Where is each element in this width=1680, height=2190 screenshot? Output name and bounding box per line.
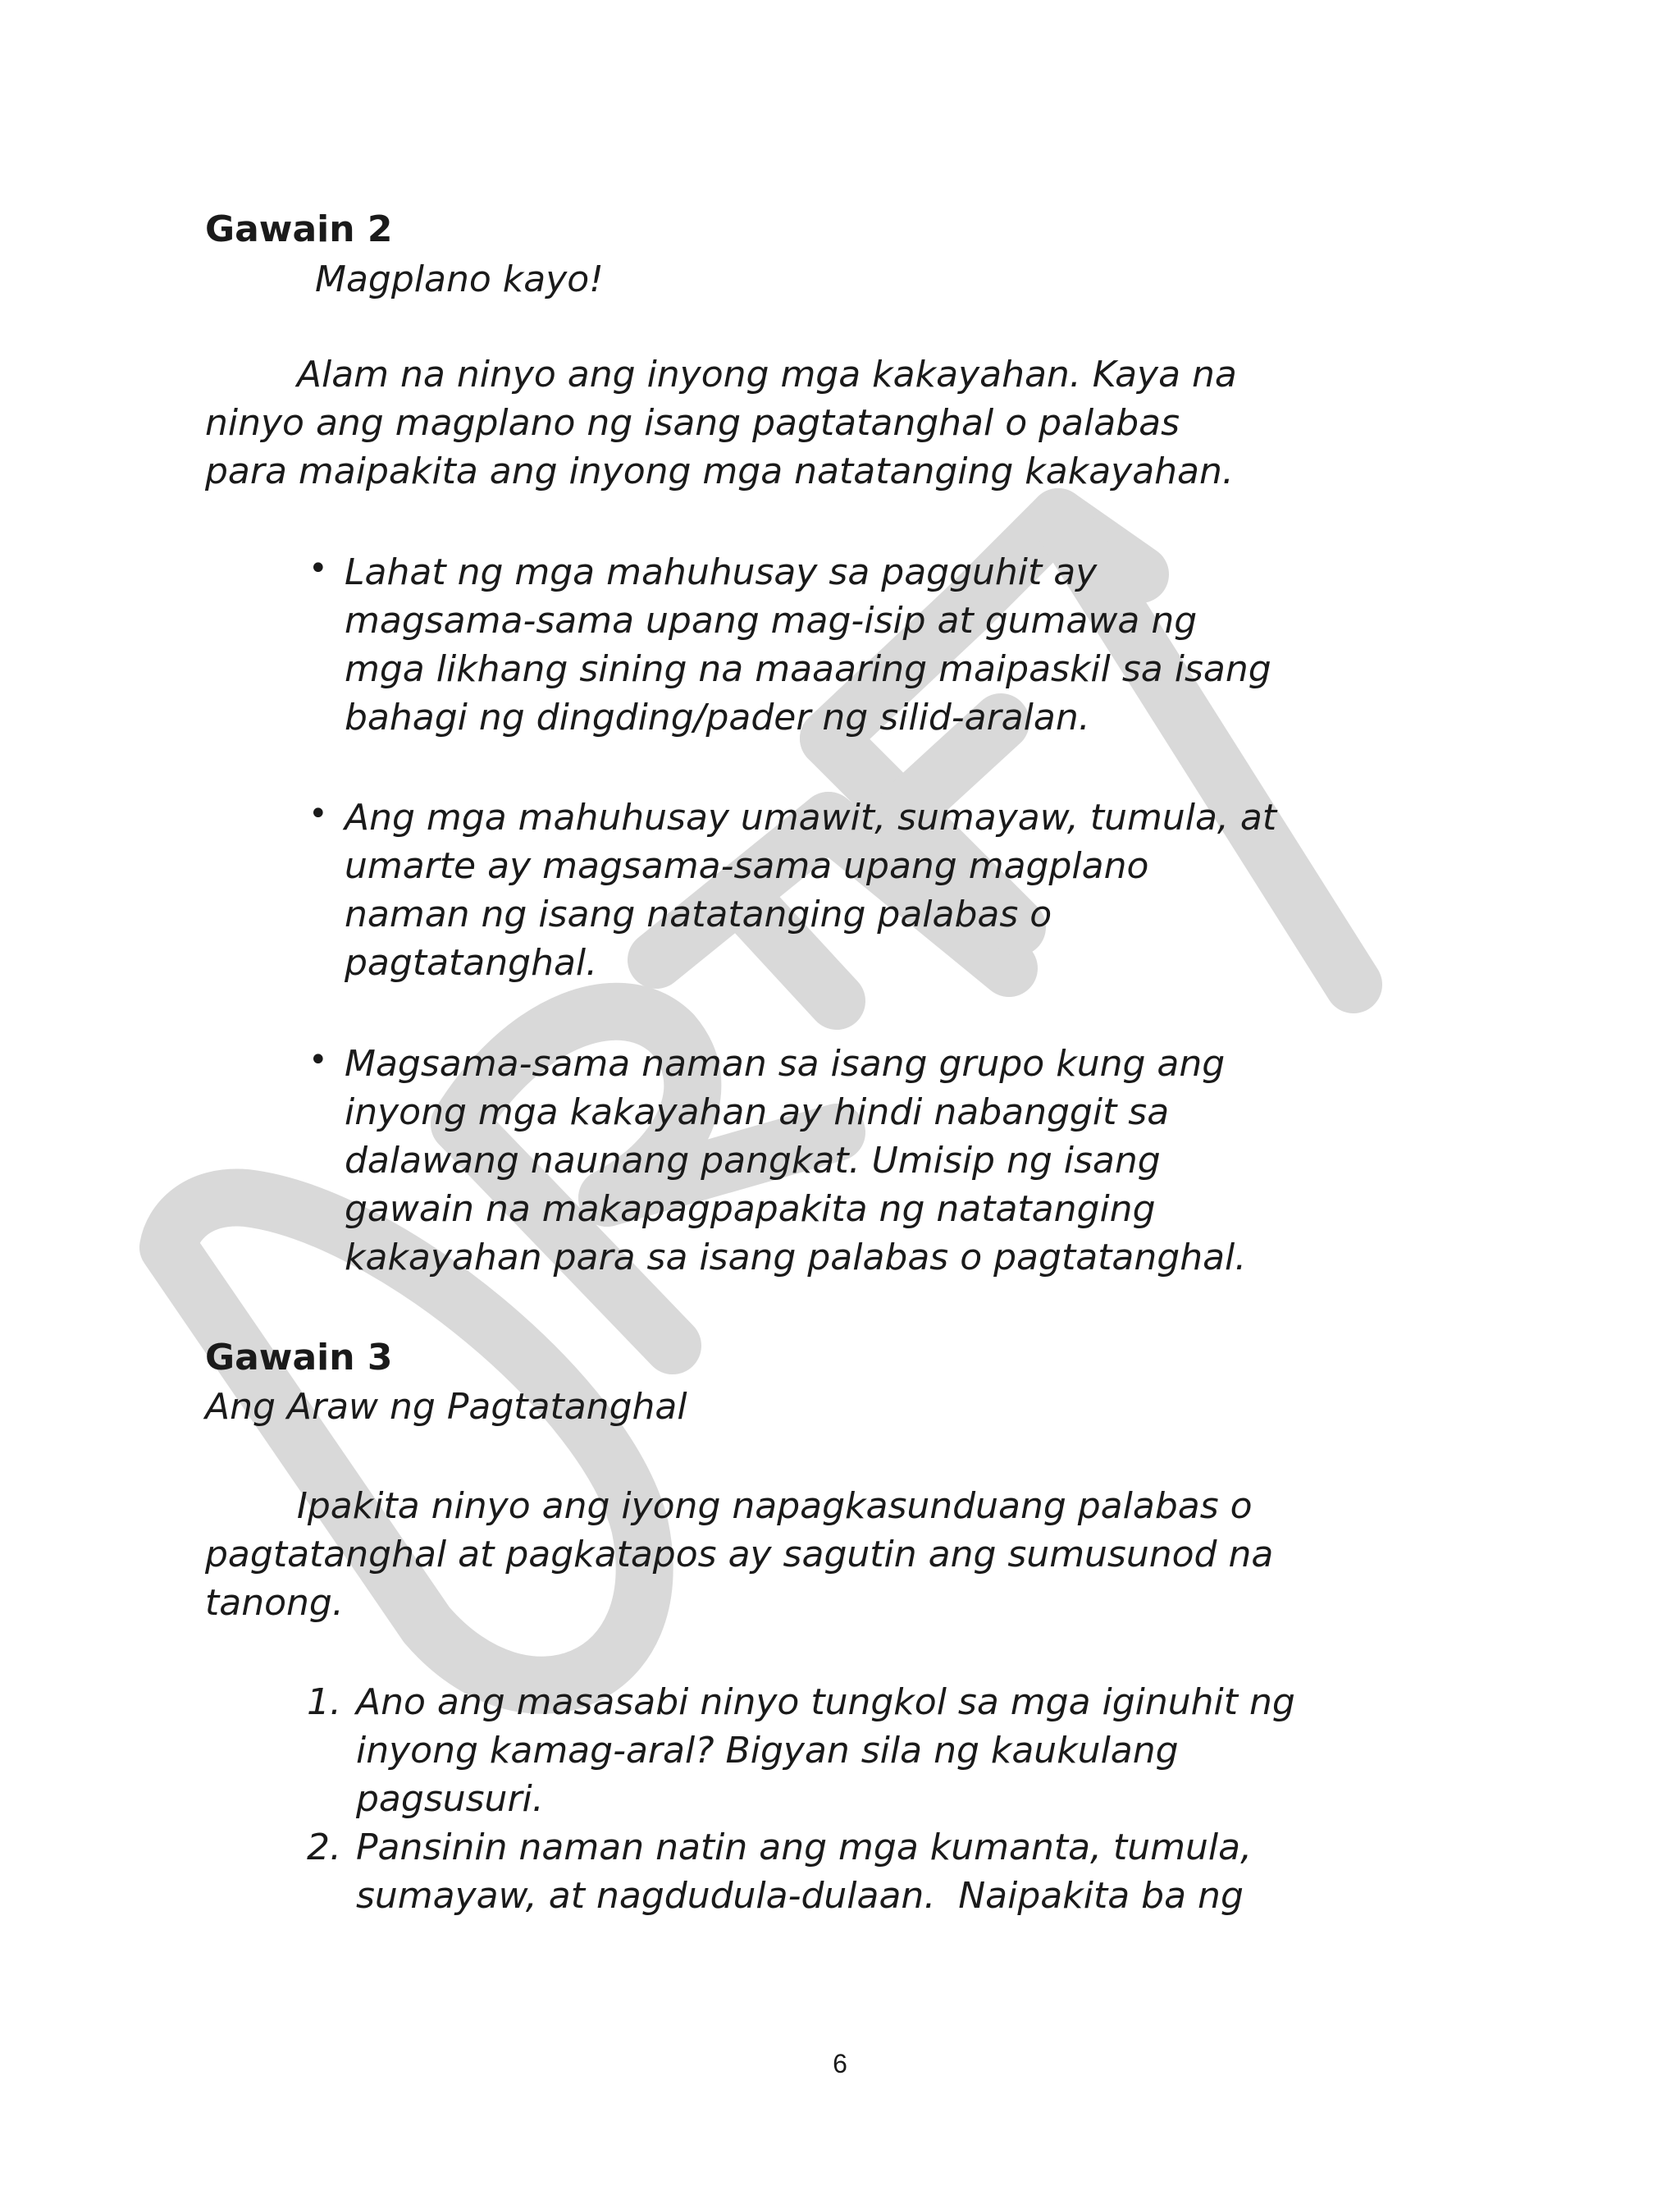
gawain-2-bullet-1: Lahat ng mga mahuhusay sa pagguhit ay magsama-sama upang mag-isip at gumawa ng mga likhang sining na maaaring maipaskil sa isang bahagi ng dingding/pader ng silid-aralan. (345, 551, 1271, 738)
page-number: 6 (833, 2049, 847, 2078)
question-2-text: Pansinin naman natin ang mga kumanta, tumula, sumayaw, at nagdudula-dulaan. Naipakita ba ng (356, 1827, 1253, 1917)
gawain-2-heading: Gawain 2 (205, 208, 393, 250)
question-1-text: Ano ang masasabi ninyo tungkol sa mga iginuhit ng inyong kamag-aral? Bigyan sila ng kaukulang pagsusuri. (356, 1681, 1295, 1820)
gawain-2-intro: Alam na ninyo ang inyong mga kakayahan. Kaya na ninyo ang magplano ng isang pagtatanghal o palabas para maipakita ang inyong mga natatanging kakayahan. (205, 354, 1237, 492)
bullet-icon: • (308, 1041, 328, 1079)
question-2-number: 2. (307, 1827, 341, 1868)
bullet-icon: • (308, 795, 328, 833)
bullet-icon: • (308, 550, 328, 588)
gawain-3-intro: Ipakita ninyo ang iyong napagkasunduang palabas o pagtatanghal at pagkatapos ay sagutin ang sumusunod na tanong. (205, 1485, 1274, 1624)
gawain-2-bullet-2: Ang mga mahuhusay umawit, sumayaw, tumula, at umarte ay magsama-sama upang magplano naman ng isang natatanging palabas o pagtatanghal. (345, 797, 1277, 984)
gawain-3-subtitle: Ang Araw ng Pagtatanghal (205, 1386, 687, 1428)
gawain-3-heading: Gawain 3 (205, 1337, 393, 1378)
gawain-2-subtitle: Magplano kayo! (315, 258, 604, 300)
question-1-number: 1. (307, 1681, 341, 1723)
gawain-2-bullet-3: Magsama-sama naman sa isang grupo kung ang inyong mga kakayahan ay hindi nabanggit sa dalawang naunang pangkat. Umisip ng isang gawain na makapagpapakita ng natatanging kakayahan para sa isang palabas o pagtatanghal. (345, 1043, 1247, 1278)
